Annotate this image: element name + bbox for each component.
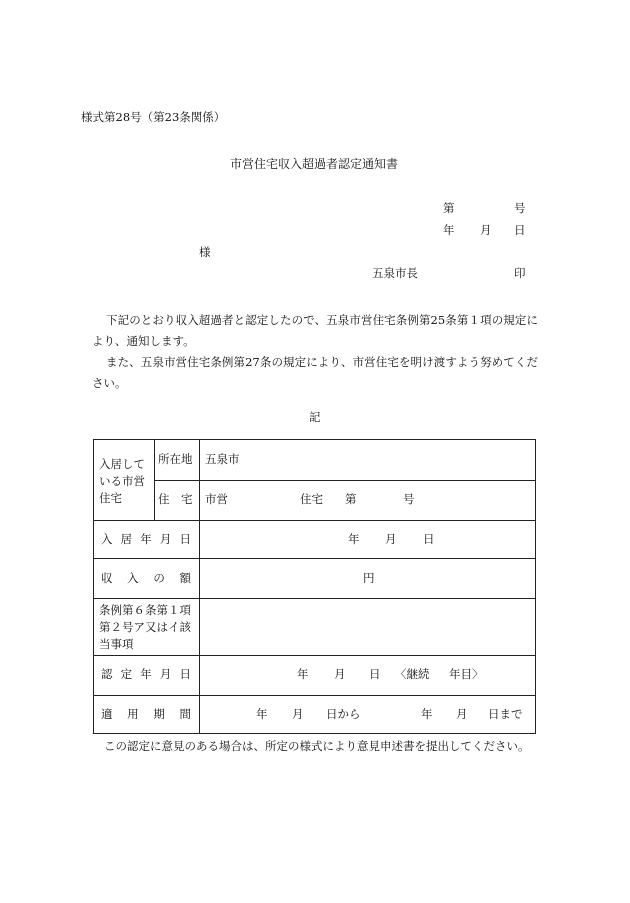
income-char: の <box>153 571 165 585</box>
period-month-1: 月 <box>292 707 304 721</box>
location-label: 所在地 <box>158 452 193 466</box>
details-table <box>93 439 536 734</box>
income-char: 収 <box>101 571 113 585</box>
number-dai: 第 <box>443 201 455 215</box>
period-char: 適 <box>101 707 113 721</box>
house-label: 住 宅 <box>158 492 193 506</box>
period-char: 間 <box>179 707 191 721</box>
housing-label: 入居している市営住宅 <box>99 457 145 505</box>
date-day: 日 <box>514 223 526 237</box>
move-in-char: 月 <box>159 532 172 546</box>
period-day-2: 日まで <box>488 707 523 721</box>
income-char: 額 <box>179 571 191 585</box>
cert-continued: 〈継続 <box>395 667 430 681</box>
cert-nenme: 年目〉 <box>449 667 484 681</box>
move-in-char: 入 <box>101 532 113 546</box>
income-char: 入 <box>127 571 139 585</box>
recipient-sama: 様 <box>199 245 211 259</box>
move-in-month: 月 <box>385 532 397 546</box>
move-in-day: 日 <box>423 532 435 546</box>
date-year: 年 <box>443 223 455 237</box>
location-value: 五泉市 <box>205 452 240 466</box>
period-char: 用 <box>127 707 139 721</box>
cert-char: 認 <box>101 667 113 681</box>
date-month: 月 <box>480 223 492 237</box>
move-in-year: 年 <box>348 532 360 546</box>
ordinance-label: 条例第６条第１項第２号ア又はイ該当事項 <box>99 603 191 651</box>
period-char: 期 <box>153 707 165 721</box>
income-label <box>101 573 191 585</box>
period-day-1: 日から <box>326 707 361 721</box>
move-in-char: 年 <box>140 532 152 546</box>
period-year-2: 年 <box>421 707 433 721</box>
form-number: 様式第28号（第23条関係） <box>81 110 226 124</box>
income-unit: 円 <box>363 571 375 585</box>
document-title: 市営住宅収入超過者認定通知書 <box>230 157 399 171</box>
cert-char: 定 <box>120 667 133 681</box>
period-label <box>101 709 191 721</box>
footer-note: この認定に意見のある場合は、所定の様式により意見申述書を提出してください。 <box>104 739 530 753</box>
cert-label <box>101 669 191 681</box>
ki-label: 記 <box>309 410 321 424</box>
body-paragraph-1: 下記のとおり収入超過者と認定したので、五泉市営住宅条例第25条第１項の規定により、通知します。 <box>92 313 538 348</box>
house-shiei: 市営 <box>205 492 228 506</box>
seal-mark: 印 <box>514 266 526 280</box>
house-dai: 第 <box>345 492 357 506</box>
cert-char: 月 <box>159 667 172 681</box>
move-in-label <box>101 534 191 546</box>
body-paragraph-2: また、五泉市営住宅条例第27条の規定により、市営住宅を明け渡すよう努めてください。 <box>92 355 538 390</box>
house-jutaku: 住宅 <box>300 492 323 506</box>
cert-month: 月 <box>334 667 346 681</box>
issuer-name: 五泉市長 <box>372 266 418 280</box>
number-go: 号 <box>514 201 526 215</box>
cert-day: 日 <box>369 667 381 681</box>
period-year-1: 年 <box>256 707 268 721</box>
period-month-2: 月 <box>456 707 468 721</box>
cert-char: 年 <box>140 667 152 681</box>
cert-char: 日 <box>179 667 191 681</box>
cert-year: 年 <box>297 667 309 681</box>
house-go: 号 <box>403 492 415 506</box>
move-in-char: 居 <box>120 532 133 546</box>
move-in-char: 日 <box>179 532 191 546</box>
